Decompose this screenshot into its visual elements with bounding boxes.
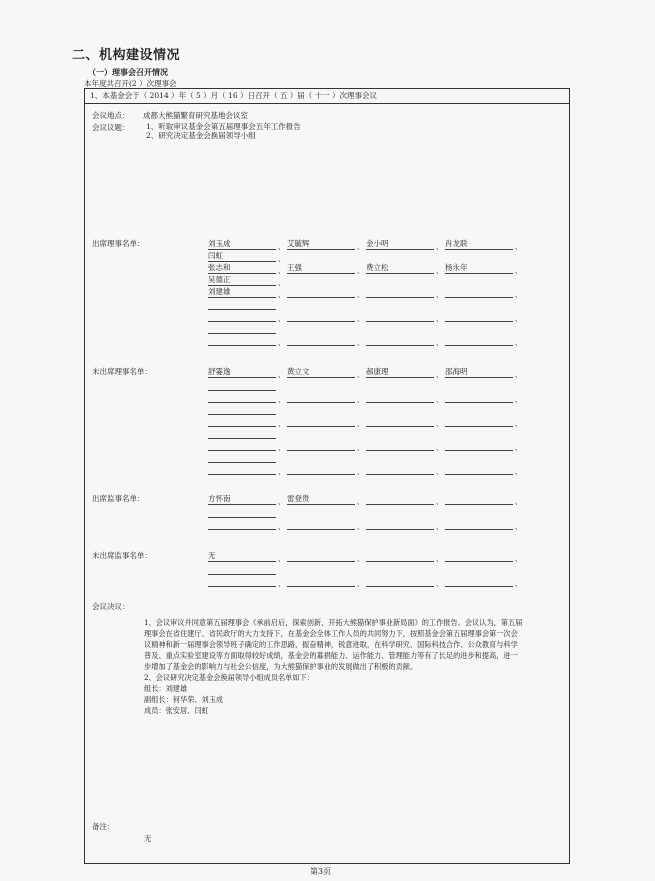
page-number: 第3页 — [310, 867, 332, 876]
separator-mark: 、 — [515, 291, 522, 299]
blank-line — [366, 551, 434, 562]
blank-line — [366, 494, 434, 505]
separator-mark: 、 — [436, 420, 443, 428]
blank-line — [208, 464, 276, 475]
name-entry: 邵海明 — [445, 367, 513, 378]
separator-mark: 、 — [357, 523, 364, 531]
blank-line — [208, 404, 276, 415]
name-entry: 王强 — [287, 263, 355, 274]
blank-line — [366, 416, 434, 427]
separator-mark: 、 — [436, 555, 443, 563]
blank-line — [366, 335, 434, 346]
blank-line — [445, 551, 513, 562]
separator-mark: 、 — [436, 291, 443, 299]
blank-line — [287, 440, 355, 451]
agenda-item: 2、研究决定基金会换届领导小组 — [146, 131, 256, 140]
separator-mark: 、 — [515, 468, 522, 476]
blank-line — [366, 287, 434, 298]
name-entry: 刘玉成 — [208, 239, 276, 250]
name-entry: 张志和 — [208, 263, 276, 274]
separator-mark: 、 — [357, 420, 364, 428]
separator-mark: 、 — [436, 444, 443, 452]
separator-mark: 、 — [515, 396, 522, 404]
separator-mark: 、 — [278, 315, 285, 323]
separator-mark: 、 — [436, 267, 443, 275]
blank-line — [445, 440, 513, 451]
name-entry: 金小明 — [366, 239, 434, 250]
resolution-paragraph: 1、会议审议并同意第五届理事会《承前启后，探索创新，开拓大熊猫保护事业新局面》的工作报告。会议认为，第五届理事会在省住建厅、省民政厅的大力支持下，在基金会全体工作人员的共同努力下，按照基金会第五届理事会第一次会议精神和新一届理事会领导班子确定的工作思路，振奋精神，锐意进取，在科学研究、国际科技合作、公众教育与科学普及、重点实验室建设等方面取得较好成绩，基金会的募捐能力、运作能力、管理能力等有了长足的进步和提高，进一步增加了基金会的影响力与社会公信度，为大熊猫保护事业的发展做出了积极的贡献。 — [144, 618, 523, 671]
separator-mark: 、 — [278, 279, 285, 287]
resolution-paragraph: 组长：刘建雄 — [144, 684, 188, 693]
name-entry: 舒霎逸 — [208, 367, 276, 378]
name-entry: 杨永年 — [445, 263, 513, 274]
separator-mark: 、 — [357, 243, 364, 251]
separator-mark: 、 — [357, 315, 364, 323]
blank-line — [287, 464, 355, 475]
separator-mark: 、 — [436, 396, 443, 404]
blank-line — [287, 551, 355, 562]
blank-line — [445, 464, 513, 475]
blank-line — [208, 311, 276, 322]
blank-line — [287, 519, 355, 530]
blank-line — [445, 392, 513, 403]
resolution-paragraph: 副组长：何华荣、刘玉成 — [144, 695, 224, 704]
separator-mark: 、 — [436, 498, 443, 506]
blank-line — [208, 428, 276, 439]
blank-line — [366, 519, 434, 530]
blank-line — [208, 299, 276, 310]
remarks-value: 无 — [144, 834, 152, 843]
blank-line — [445, 519, 513, 530]
blank-line — [208, 564, 276, 575]
meeting-form-frame — [84, 88, 570, 864]
separator-mark: 、 — [515, 371, 522, 379]
separator-mark: 、 — [436, 243, 443, 251]
separator-mark: 、 — [278, 255, 285, 263]
blank-line — [208, 392, 276, 403]
blank-line — [287, 287, 355, 298]
blank-line — [445, 287, 513, 298]
blank-line — [445, 335, 513, 346]
separator-mark: 、 — [278, 267, 285, 275]
separator-mark: 、 — [357, 291, 364, 299]
blank-line — [287, 311, 355, 322]
separator-mark: 、 — [357, 555, 364, 563]
blank-line — [208, 323, 276, 334]
separator-mark: 、 — [357, 444, 364, 452]
blank-line — [208, 335, 276, 346]
name-entry: 方怀南 — [208, 494, 276, 505]
separator-mark: 、 — [357, 396, 364, 404]
blank-line — [287, 416, 355, 427]
separator-mark: 、 — [357, 498, 364, 506]
separator-mark: 、 — [278, 444, 285, 452]
separator-mark: 、 — [515, 444, 522, 452]
blank-line — [208, 507, 276, 518]
name-entry: 郝康理 — [366, 367, 434, 378]
separator-mark: 、 — [278, 420, 285, 428]
annual-count-text: 本年度共召开(2 ）次理事会 — [84, 79, 177, 88]
name-entry: 艾毓辉 — [287, 239, 355, 250]
blank-line — [208, 440, 276, 451]
name-entry: 无 — [208, 551, 276, 562]
separator-mark: 、 — [515, 339, 522, 347]
meeting-line: 1、本基金会于（ 2014 ）年（ 5 ）月（ 16 ）日召开（ 五 ）届（ 十一 ）次理事会议 — [90, 91, 378, 100]
separator-mark: 、 — [515, 243, 522, 251]
location-value: 成都大熊猫繁育研究基地会议室 — [143, 111, 248, 120]
blank-line — [366, 311, 434, 322]
attending-directors-label: 出席理事名单： — [92, 239, 145, 248]
location-label: 会议地点： — [92, 111, 130, 120]
remarks-label: 备注： — [92, 822, 115, 831]
attending-supervisors-label: 出席监事名单： — [92, 494, 145, 503]
blank-line — [208, 416, 276, 427]
separator-mark: 、 — [436, 371, 443, 379]
blank-line — [445, 416, 513, 427]
separator-mark: 、 — [357, 339, 364, 347]
separator-mark: 、 — [357, 371, 364, 379]
name-entry: 吴德正 — [208, 275, 276, 286]
blank-line — [287, 576, 355, 587]
blank-line — [287, 392, 355, 403]
separator-mark: 、 — [278, 243, 285, 251]
separator-mark: 、 — [515, 555, 522, 563]
blank-line — [366, 392, 434, 403]
resolution-paragraph: 成员：张安居、闫虹 — [144, 706, 209, 715]
blank-line — [208, 452, 276, 463]
blank-line — [208, 380, 276, 391]
separator-mark: 、 — [278, 396, 285, 404]
separator-mark: 、 — [357, 468, 364, 476]
name-entry: 刘建雄 — [208, 287, 276, 298]
name-entry: 黄立文 — [287, 367, 355, 378]
separator-mark: 、 — [278, 291, 285, 299]
separator-mark: 、 — [436, 580, 443, 588]
agenda-label: 会议议题： — [92, 123, 130, 132]
blank-line — [445, 494, 513, 505]
separator-mark: 、 — [515, 498, 522, 506]
separator-mark: 、 — [357, 267, 364, 275]
separator-mark: 、 — [278, 371, 285, 379]
separator-mark: 、 — [436, 523, 443, 531]
name-entry: 肖龙联 — [445, 239, 513, 250]
separator-mark: 、 — [515, 267, 522, 275]
resolution-paragraph: 2、会议研究决定基金会换届领导小组成员名单如下： — [144, 673, 314, 682]
separator-mark: 、 — [278, 580, 285, 588]
section-title: 二、机构建设情况 — [72, 48, 181, 63]
separator-mark: 、 — [357, 580, 364, 588]
blank-line — [208, 576, 276, 587]
blank-line — [445, 311, 513, 322]
agenda-item: 1、听取审议基金会第五届理事会五年工作报告 — [146, 122, 301, 131]
separator-mark: 、 — [515, 580, 522, 588]
blank-line — [366, 464, 434, 475]
name-entry: 费立松 — [366, 263, 434, 274]
separator-mark: 、 — [278, 555, 285, 563]
name-entry: 雷登贵 — [287, 494, 355, 505]
absent-directors-label: 未出席理事名单： — [92, 367, 152, 376]
blank-line — [208, 519, 276, 530]
subsection-title: （一）理事会召开情况 — [88, 67, 168, 77]
resolution-text — [144, 617, 524, 716]
separator-mark: 、 — [515, 523, 522, 531]
separator-mark: 、 — [436, 468, 443, 476]
blank-line — [287, 335, 355, 346]
separator-mark: 、 — [515, 315, 522, 323]
separator-mark: 、 — [436, 315, 443, 323]
resolution-label: 会议决议： — [92, 602, 130, 611]
separator-mark: 、 — [278, 468, 285, 476]
blank-line — [366, 440, 434, 451]
separator-mark: 、 — [278, 498, 285, 506]
separator-mark: 、 — [436, 339, 443, 347]
separator-mark: 、 — [515, 420, 522, 428]
blank-line — [445, 576, 513, 587]
separator-mark: 、 — [278, 339, 285, 347]
separator-mark: 、 — [278, 523, 285, 531]
blank-line — [366, 576, 434, 587]
absent-supervisors-label: 未出席监事名单： — [92, 551, 152, 560]
name-entry: 闫虹 — [208, 251, 276, 262]
